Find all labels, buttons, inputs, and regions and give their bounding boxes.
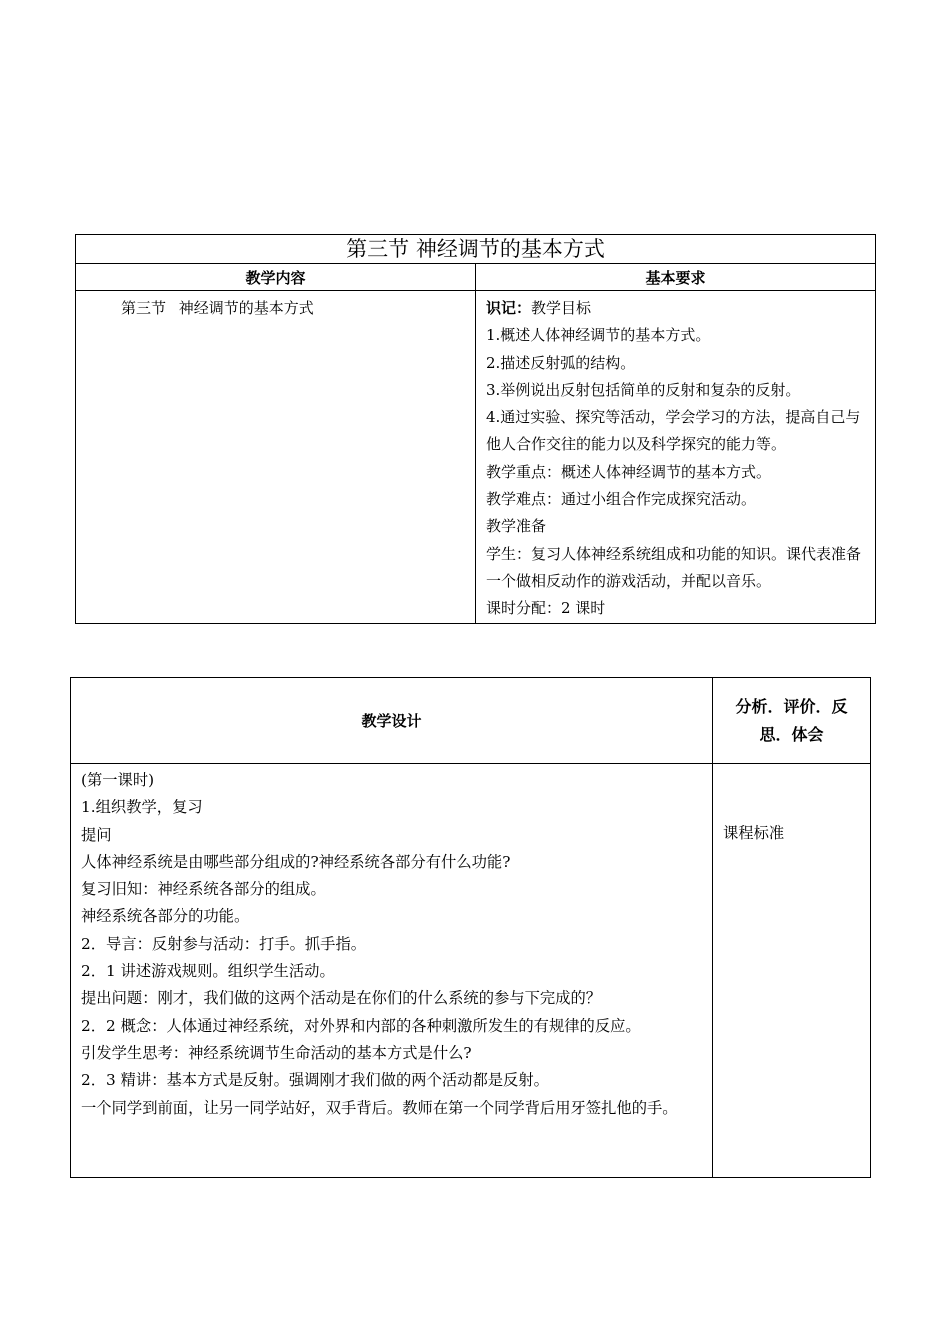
header-basic-requirements: 基本要求: [476, 264, 876, 291]
design-line: 一个同学到前面，让另一同学站好，双手背后。教师在第一个同学背后用牙签扎他的手。: [81, 1098, 678, 1117]
requirement-line: 课时分配：2 课时: [486, 599, 606, 618]
design-line: (第一课时): [81, 771, 155, 789]
requirement-line: 4.通过实验、探究等活动，学会学习的方法，提高自己与他人合作交往的能力以及科学探究的能力等。: [486, 408, 861, 454]
design-line: 2．2 概念：人体通过神经系统，对外界和内部的各种刺激所发生的有规律的反应。: [81, 1016, 641, 1035]
requirements-lead: [486, 295, 867, 322]
design-line: 2．导言：反射参与活动：打手。抓手指。: [81, 934, 367, 953]
design-body: [71, 764, 713, 1178]
requirement-line: 学生：复习人体神经系统组成和功能的知识。课代表准备一个做相反动作的游戏活动，并配以音乐。: [486, 544, 862, 590]
design-table: [70, 677, 871, 1178]
design-list: [81, 767, 706, 1122]
objectives-label: 教学目标: [531, 299, 592, 317]
curriculum-standard: 课程标准: [723, 824, 785, 842]
memorize-label: 识记：: [486, 299, 532, 317]
design-line: 1.组织教学，复习: [81, 798, 203, 817]
design-line: 引发学生思考：神经系统调节生命活动的基本方式是什么?: [81, 1043, 472, 1062]
header-analysis-reflection: 分析．评价．反思．体会: [713, 678, 871, 764]
side-notes: [713, 764, 871, 1178]
requirement-line: 教学难点：通过小组合作完成探究活动。: [486, 490, 757, 509]
header-teaching-content: 教学内容: [76, 264, 476, 291]
requirement-line: 教学重点：概述人体神经调节的基本方式。: [486, 462, 772, 481]
requirements-list: [486, 322, 867, 622]
content-text: 第三节 神经调节的基本方式: [121, 299, 314, 317]
requirement-line: 3.举例说出反射包括简单的反射和复杂的反射。: [486, 380, 801, 399]
requirement-line: 2.描述反射弧的结构。: [486, 353, 636, 372]
requirements-cell: [476, 291, 876, 624]
design-line: 2．1 讲述游戏规则。组织学生活动。: [81, 962, 335, 981]
design-line: 提出问题：刚才，我们做的这两个活动是在你们的什么系统的参与下完成的？: [81, 989, 602, 1008]
header-teaching-design: 教学设计: [71, 678, 713, 764]
objectives-table: [75, 234, 876, 624]
design-line: 提问: [81, 825, 112, 844]
design-line: 人体神经系统是由哪些部分组成的?神经系统各部分有什么功能?: [81, 852, 511, 871]
requirement-line: 教学准备: [486, 517, 547, 536]
lesson-title: 第三节 神经调节的基本方式: [76, 235, 876, 264]
design-line: 复习旧知：神经系统各部分的组成。: [81, 880, 326, 899]
design-line: 2．3 精讲：基本方式是反射。强调刚才我们做的两个活动都是反射。: [81, 1071, 549, 1090]
design-line: 神经系统各部分的功能。: [81, 907, 250, 926]
requirement-line: 1.概述人体神经调节的基本方式。: [486, 326, 711, 345]
content-cell: [76, 291, 476, 624]
